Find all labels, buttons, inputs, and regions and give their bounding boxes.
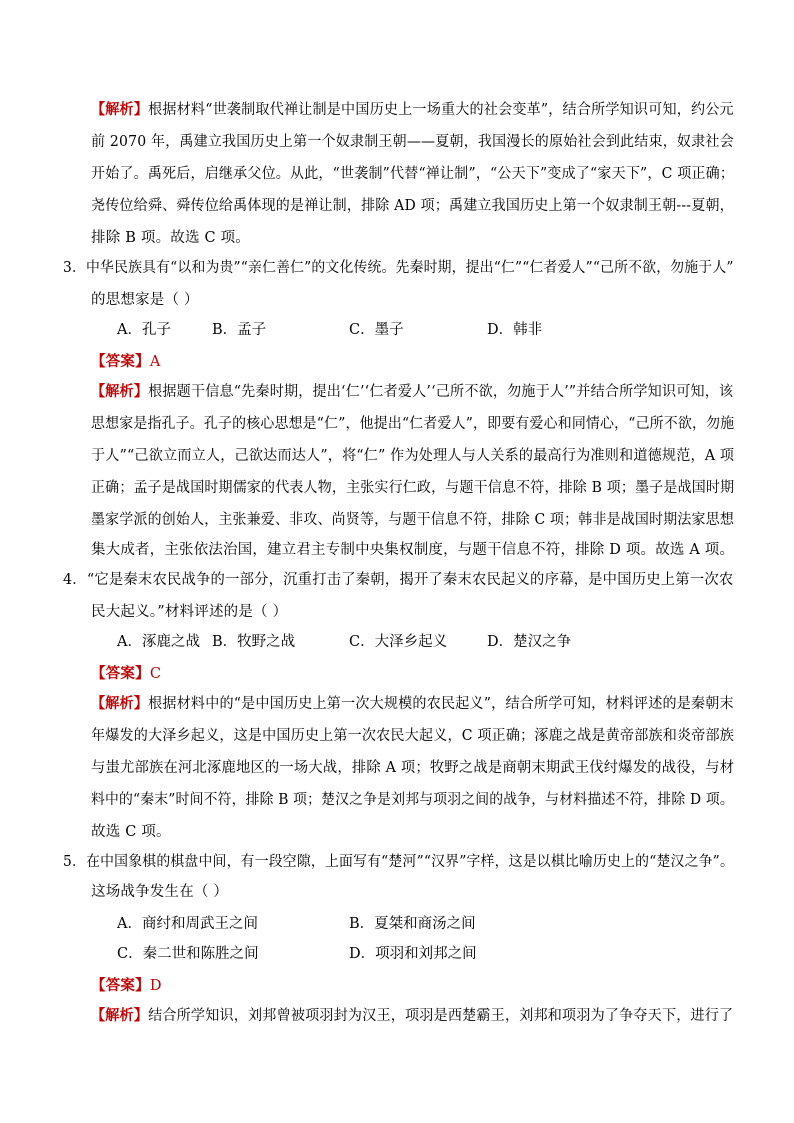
option-c: C．墨子 <box>349 322 404 338</box>
question-3-stem: 的思想家是（ ） <box>91 292 199 308</box>
analysis-line: 料中的“秦末”时间不符，排除 B 项；楚汉之争是刘邦与项羽之间的战争，与材料描述不符，排除 D 项。 <box>91 792 734 808</box>
option-d: D．项羽和刘邦之间 <box>349 946 477 962</box>
analysis-line: 排除 B 项。故选 C 项。 <box>91 230 250 246</box>
answer-value: C <box>149 666 162 682</box>
answer-label: 【答案】 <box>91 665 150 682</box>
analysis-line: 墨家学派的创始人，主张兼爱、非攻、尚贤等，与题干信息不符，排除 C 项；韩非是战国时期法家思想 <box>91 512 735 528</box>
analysis-line: 尧传位给舜、舜传位给禹体现的是禅让制，排除 AD 项；禹建立我国历史上第一个奴隶制王朝---夏朝， <box>91 198 734 214</box>
answer-line <box>91 664 161 684</box>
analysis-line: 【解析】根据材料“世袭制取代禅让制是中国历史上一场重大的社会变革”，结合所学知识可知，约公元 <box>91 101 734 118</box>
answer-value: D <box>149 978 162 994</box>
answer-line <box>91 976 162 996</box>
analysis-line: 开始了。禹死后，启继承父位。从此，“世袭制”代替“禅让制”，“公天下”变成了“家天下”，C 项正确； <box>91 166 735 182</box>
option-b: B．夏桀和商汤之间 <box>349 916 476 932</box>
analysis-line: 与蚩尤部族在河北涿鹿地区的一场大战，排除 A 项；牧野之战是商朝末期武王伐纣爆发的战役，与材 <box>91 760 735 776</box>
analysis-line: 年爆发的大泽乡起义，这是中国历史上第一次农民大起义，C 项正确；涿鹿之战是黄帝部族和炎帝部族 <box>91 728 735 744</box>
question-4-stem: 4．“它是秦末农民战争的一部分，沉重打击了秦朝，揭开了秦末农民起义的序幕，是中国历史上第一次农 <box>63 572 734 588</box>
question-4-stem: 民大起义。”材料评述的是（ ） <box>91 604 288 620</box>
analysis-label: 【解析】 <box>91 101 149 118</box>
analysis-line: 前 2070 年，禹建立我国历史上第一个奴隶制王朝——夏朝，我国漫长的原始社会到此结束，奴隶社会 <box>91 134 734 150</box>
option-c: C．大泽乡起义 <box>349 634 448 650</box>
analysis-label: 【解析】 <box>91 695 149 712</box>
analysis-line: 故选 C 项。 <box>91 824 171 840</box>
question-3-stem: 3．中华民族具有“以和为贵”“亲仁善仁”的文化传统。先秦时期，提出“仁”“仁者爱人”“己所不欲，勿施于人” <box>63 260 734 276</box>
option-a: A．商纣和周武王之间 <box>117 916 258 932</box>
analysis-line: 【解析】根据材料中的“是中国历史上第一次大规模的农民起义”，结合所学可知，材料评述的是秦朝末 <box>91 695 734 712</box>
answer-value: A <box>149 354 161 370</box>
analysis-line: 集大成者，主张依法治国，建立君主专制中央集权制度，与题干信息不符，排除 D 项。故选 A 项。 <box>91 542 735 558</box>
answer-label: 【答案】 <box>91 353 150 370</box>
analysis-label: 【解析】 <box>91 1007 149 1024</box>
option-b: B．牧野之战 <box>212 634 296 650</box>
option-d: D．韩非 <box>487 322 543 338</box>
option-a: A．孔子 <box>117 322 171 338</box>
analysis-line: 【解析】根据题干信息“先秦时期，提出‘仁’‘仁者爱人’‘己所不欲，勿施于人’”并结合所学知识可知，该 <box>91 383 734 400</box>
option-a: A．涿鹿之战 <box>117 634 200 650</box>
answer-line <box>91 352 160 372</box>
option-b: B．孟子 <box>212 322 267 338</box>
question-5-stem: 这场战争发生在（ ） <box>91 884 229 900</box>
analysis-line: 思想家是指孔子。孔子的核心思想是“仁”，他提出“仁者爱人”，即要有爱心和同情心，“己所不欲，勿施 <box>91 416 735 432</box>
option-c: C．秦二世和陈胜之间 <box>117 946 259 962</box>
analysis-label: 【解析】 <box>91 383 149 400</box>
option-d: D．楚汉之争 <box>487 634 572 650</box>
analysis-line: 正确；孟子是战国时期儒家的代表人物，主张实行仁政，与题干信息不符，排除 B 项；墨子是战国时期 <box>91 480 735 496</box>
answer-label: 【答案】 <box>91 977 150 994</box>
question-5-stem: 5．在中国象棋的棋盘中间，有一段空隙，上面写有“楚河”“汉界”字样，这是以棋比喻历史上的“楚汉之争”。 <box>63 854 735 870</box>
analysis-line: 【解析】结合所学知识，刘邦曾被项羽封为汉王，项羽是西楚霸王，刘邦和项羽为了争夺天下，进行了 <box>91 1007 734 1024</box>
analysis-line: 于人”“己欲立而立人，己欲达而达人”，将“仁” 作为处理人与人关系的最高行为准则和道德规范，A 项 <box>91 448 735 464</box>
